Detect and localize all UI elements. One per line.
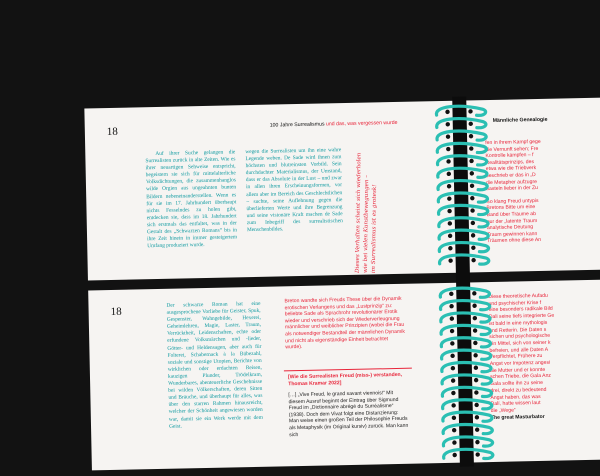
body-column-2: Breton wandte sich Freuds These über die Dynamik erotischen Verlangens und das „Lustprinzip“ zu: beliebte Sade als Sprachrohr revolutionärer Erotik wieder und verschrieb sich der Wiederverleugnung männlicher und weiblicher Prinzipien (wobei die Frau als notwendiger Bestandteil der männlichen Dynamik und nicht als eigenständige Einheit betrachtet wurde). bbox=[284, 295, 405, 351]
spiral-coil bbox=[442, 387, 491, 398]
quote-box-body: […] „Vive Freud, le grand savant viennois!“ Mit diesem Ausruf beginnt der Eintrag über Sigmund Freud im „Dictionnaire abrégé du Surréalisme“ (1938). Doch dem Vivat folgt eine Distanzierung: Man weise einen großen Teil der Philosophie Freuds als Metaphysik (im Original kursiv) zurück. Man kann sich bbox=[288, 390, 409, 438]
page-number: 18 bbox=[110, 305, 122, 318]
spiral-coil bbox=[443, 436, 492, 447]
spiral-coil bbox=[436, 106, 485, 117]
right-running-head: Männliche Genealogie bbox=[492, 116, 548, 124]
spiral-coil bbox=[437, 155, 486, 166]
spiral-coil bbox=[437, 130, 486, 141]
spiral-coil bbox=[441, 312, 490, 323]
handwritten-note: Dieses Verhalten scheint sich wiederholen wie bei vielen Kunstbewegungen – im Surrealismus ist es grotesk! bbox=[354, 152, 379, 274]
spiral-coil bbox=[438, 192, 487, 203]
highlight-title: The great Masturbator bbox=[490, 413, 545, 421]
spiral-coil bbox=[441, 350, 490, 361]
spiral-coils bbox=[436, 106, 493, 460]
body-column-1: Der schwarze Roman hat eine ausgesprochene Vorliebe für Geister, Spuk, Gespenster, Wahngebilde, Hexerei, Geheimlehren, Magie, Laster, Traum, Verrücktheit, Leidenschaften, echte oder erfundene Volksmärchen und -lieder, Götter- und Heldensagen, aber auch für Folterei, Schabernack à la Bübezahl, soziale und sonstige Utopien, Berichte von wirklichen oder erdachten Reisen, kauzigen Plunder, Trödelkram, Wunderbares, abenteuerliche Geschehnisse bei wilden Völkerschaften, deren Sitten und Bräuche, und überhaupt für alles, was über den starren Rahmen hinausreicht, welcher der Schönheit angewiesen worden war, damit sie ein Werk werde mit dem Geist. bbox=[166, 300, 263, 430]
page-number: 18 bbox=[106, 125, 118, 139]
spiral-coil bbox=[438, 168, 487, 179]
spiral-coil bbox=[443, 449, 492, 460]
right-body-column: Diese theoretische Aufadu und psychischer Krise f eine besonders radikale Bild Dali seine tiefs integrierte Ge ist bald in eine mythologis und Retterin. Die Daten s sichen und psychologische ein Mittel, sich von seiner k befreien, und alle Daten A Verpflichtet, Frühere zu Angst vor Impotenz angesi die Mutter und er konnte schen Triebe, die Gala Anz Gala sollte ihn zu seine drei, direkt zu bedeutend Angst haben, das was Dalí, hatte wissen laut die „Wege“ The great Masturbator bbox=[488, 291, 600, 421]
spiral-coil bbox=[439, 217, 488, 228]
spiral-coil bbox=[440, 300, 489, 311]
spiral-coil bbox=[442, 362, 491, 373]
spiral-coil bbox=[439, 254, 488, 265]
spiral-coil bbox=[443, 412, 492, 423]
spiral-coil bbox=[439, 230, 488, 241]
spiral-coil bbox=[437, 118, 486, 129]
quote-box-title: [Wie die Surrealisten Freud (miss-) verstanden, Thomas Kramar 2022] bbox=[287, 371, 403, 387]
spiral-coil bbox=[440, 288, 489, 299]
spiral-coil bbox=[441, 325, 490, 336]
spiral-coil bbox=[443, 424, 492, 435]
body-column-1: Auf ihrer Suche gelangen die Surrealisten zurück in alte Zeiten. Wie es ihrer neuartigen Sehweise entspricht, begeistern sie sich für mittelalterliche Volksdichtungen, die zusammenhanglos wilde Orgien aus ungeahnten bunten Bildern nebeneinanderstellen. Wenn es für sie im 17. Jahrhundert überhaupt nichts Fesselndes zu holen gibt, entdecken sie, dass im 18. Jahrhundert sich erstmals das entfaltet, was in der Gestalt des „Schwarzen Romans“ bis in ihre Zeit hinein in immer gesteigertem Umfang produziert wurde. bbox=[145, 149, 238, 250]
spiral-coil bbox=[438, 180, 487, 191]
spiral-coil bbox=[441, 337, 490, 348]
body-column-2: wegen die Surrealisten um ihn eine wahre Legende weben. De Sade wird ihnen zum höchsten und blutreinsten Vorbild. Sein durchdachter Materialismus, der Umstand, dass er das Absolute in der Lust – und zwar in allen ihren Erscheinungsformen, vor allem aber im Bereich des Geschlechtlichen – suchte, seine Auflehnung gegen die überlieferten Werte und ihre Begrenzung und seine visionäre Kraft machen de Sade zum Inbegriff des surrealistischen Menschenbildes. bbox=[245, 147, 343, 234]
spiral-coil bbox=[437, 143, 486, 154]
spiral-coil bbox=[442, 399, 491, 410]
spiral-coil bbox=[439, 242, 488, 253]
right-body-column: fen in ihrem Kampf gege die Vernunft sehen; Fre Kontrolle kämpfen – f Realitätsprinzips, des etwa wie die Triebverk beschrieb er das in „D die Metapher aufzugre basteln lieber in der Zu So klang Freud untypis Bretons Bitte um eine Band über Träume ab nur der „latente Traum analytische Deutung Traum gewinnen kann Träumen ohne diese An bbox=[485, 138, 542, 245]
spiral-coil bbox=[442, 374, 491, 385]
spiral-coil bbox=[438, 205, 487, 216]
running-head-subtitle: und das, was vergessen wurde bbox=[325, 119, 398, 128]
running-head-title: 100 Jahre Surrealismus bbox=[269, 121, 325, 129]
